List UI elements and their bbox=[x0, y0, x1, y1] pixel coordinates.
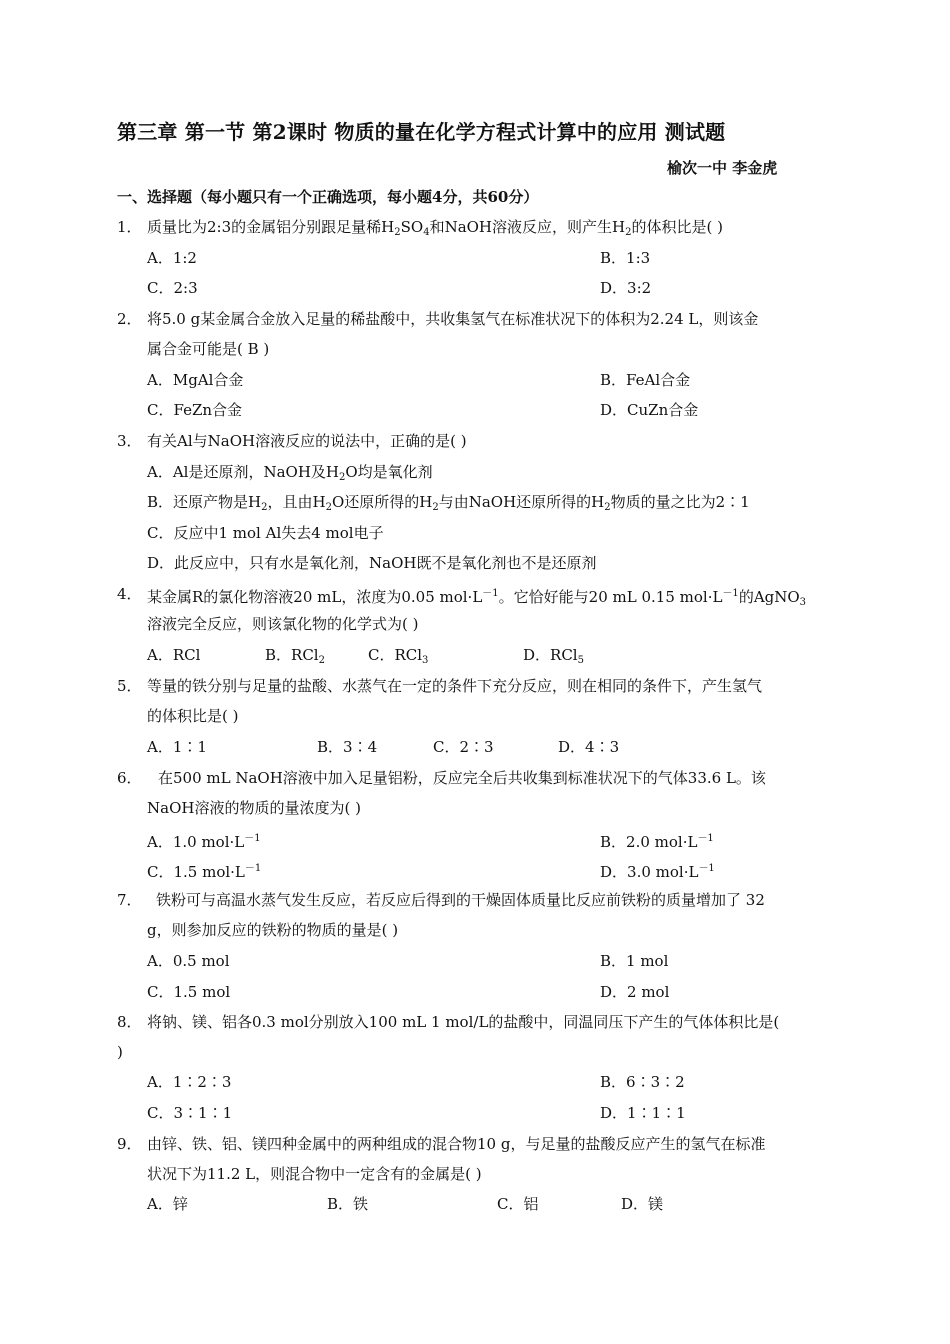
question-4-option-a: A．RCl bbox=[147, 646, 201, 664]
question-7-number: 7． bbox=[117, 891, 142, 909]
question-1-stem: 质量比为2:3的金属铝分别跟足量稀$H_2SO_4$和NaOH溶液反应，则产生$H_2$的体积比是( ) bbox=[147, 218, 723, 238]
question-7-option-c: C．1.5 mol bbox=[147, 983, 231, 1001]
question-3-option-a: A．Al是还原剂，NaOH及$H_2O$均是氧化剂 bbox=[147, 463, 433, 483]
section-heading: 一、选择题（每小题只有一个正确选项，每小题4分，共60分） bbox=[117, 188, 539, 206]
question-4-option-b: B．RCl$_2$ bbox=[265, 646, 325, 666]
question-3-option-d: D．此反应中，只有水是氧化剂，NaOH既不是氧化剂也不是还原剂 bbox=[147, 554, 597, 572]
question-6-option-a: A．1.0 $mol\cdot L^{-1}$ bbox=[147, 833, 261, 851]
question-5-stem-line-1: 等量的铁分别与足量的盐酸、水蒸气在一定的条件下充分反应，则在相同的条件下，产生氢气 bbox=[147, 677, 763, 695]
question-6-option-b: B．2.0 $mol\cdot L^{-1}$ bbox=[600, 833, 714, 851]
question-6-stem-line-2: NaOH溶液的物质的量浓度为( ) bbox=[147, 799, 361, 817]
question-6-option-d: D．3.0 $mol\cdot L^{-1}$ bbox=[600, 863, 715, 881]
question-8-stem-line-2: ) bbox=[117, 1043, 123, 1061]
question-1-option-a: A．1:2 bbox=[147, 249, 197, 267]
question-6-number: 6． bbox=[117, 769, 142, 787]
question-2-option-c: C．FeZn合金 bbox=[147, 401, 243, 419]
question-7-option-d: D．2 mol bbox=[600, 983, 670, 1001]
question-1-option-b: B．1:3 bbox=[600, 249, 651, 267]
question-1-number: 1． bbox=[117, 218, 142, 236]
question-4-option-c: C．RCl$_3$ bbox=[368, 646, 429, 666]
question-3-option-b: B．还原产物是$H_2$，且由$H_2O$还原所得的$H_2$与由NaOH还原所得的$H_2$物质的量之比为2∶1 bbox=[147, 493, 750, 513]
question-8-option-c: C．3∶1∶1 bbox=[147, 1104, 233, 1122]
question-7-option-a: A．0.5 mol bbox=[147, 952, 230, 970]
question-9-option-d: D．镁 bbox=[621, 1195, 664, 1213]
question-1-option-d: D．3:2 bbox=[600, 279, 652, 297]
question-8-option-d: D．1∶1∶1 bbox=[600, 1104, 686, 1122]
question-3-number: 3． bbox=[117, 432, 142, 450]
question-7-option-b: B．1 mol bbox=[600, 952, 669, 970]
question-9-stem-line-2: 状况下为11.2 L，则混合物中一定含有的金属是( ) bbox=[147, 1165, 482, 1183]
question-6-option-c: C．1.5 $mol\cdot L^{-1}$ bbox=[147, 863, 262, 881]
question-4-stem-line-2: 溶液完全反应，则该氯化物的化学式为( ) bbox=[147, 615, 419, 633]
question-6-stem-line-1: 在500 mL NaOH溶液中加入足量铝粉，反应完全后共收集到标准状况下的气体33.6 L。该 bbox=[158, 769, 766, 787]
question-9-option-c: C．铝 bbox=[497, 1195, 539, 1213]
question-2-option-a: A．MgAl合金 bbox=[147, 371, 244, 389]
question-9-option-a: A．锌 bbox=[147, 1195, 188, 1213]
question-4-stem-line-1: 某金属R的氯化物溶液20 mL，浓度为0.05 $mol\cdot L^{-1}$。它恰好能与20 mL 0.15 $mol\cdot L^{-1}$的AgNO$_3$ bbox=[147, 588, 807, 608]
question-7-stem-line-1: 铁粉可与高温水蒸气发生反应，若反应后得到的干燥固体质量比反应前铁粉的质量增加了 32 bbox=[156, 891, 765, 909]
author-line: 榆次一中 李金虎 bbox=[667, 159, 778, 177]
question-5-option-b: B．3∶4 bbox=[317, 738, 378, 756]
question-9-option-b: B．铁 bbox=[327, 1195, 369, 1213]
question-7-stem-line-2: g，则参加反应的铁粉的物质的量是( ) bbox=[147, 921, 399, 939]
question-3-stem: 有关Al与NaOH溶液反应的说法中，正确的是( ) bbox=[147, 432, 467, 450]
question-9-number: 9． bbox=[117, 1135, 142, 1153]
page-title: 第三章 第一节 第2课时 物质的量在化学方程式计算中的应用 测试题 bbox=[117, 120, 726, 144]
question-4-number: 4． bbox=[117, 585, 142, 603]
question-2-number: 2． bbox=[117, 310, 142, 328]
question-5-number: 5． bbox=[117, 677, 142, 695]
question-8-option-a: A．1∶2∶3 bbox=[147, 1073, 232, 1091]
question-2-stem-line-1: 将5.0 g某金属合金放入足量的稀盐酸中，共收集氢气在标准状况下的体积为2.24 L，则该金 bbox=[147, 310, 759, 328]
question-9-stem-line-1: 由锌、铁、铝、镁四种金属中的两种组成的混合物10 g，与足量的盐酸反应产生的氢气在标准 bbox=[147, 1135, 766, 1153]
question-5-option-c: C．2∶3 bbox=[433, 738, 494, 756]
question-5-option-a: A．1∶1 bbox=[147, 738, 207, 756]
question-2-option-b: B．FeAl合金 bbox=[600, 371, 691, 389]
question-8-stem-line-1: 将钠、镁、铝各0.3 mol分别放入100 mL 1 mol/L的盐酸中，同温同压下产生的气体体积比是( bbox=[147, 1013, 780, 1031]
question-5-option-d: D．4∶3 bbox=[558, 738, 620, 756]
question-3-option-c: C．反应中1 mol Al失去4 mol电子 bbox=[147, 524, 384, 542]
question-2-option-d: D．CuZn合金 bbox=[600, 401, 699, 419]
question-5-stem-line-2: 的体积比是( ) bbox=[147, 707, 239, 725]
question-1-option-c: C．2:3 bbox=[147, 279, 198, 297]
question-4-option-d: D．RCl$_5$ bbox=[523, 646, 584, 666]
question-8-option-b: B．6∶3∶2 bbox=[600, 1073, 685, 1091]
question-8-number: 8． bbox=[117, 1013, 142, 1031]
question-2-stem-line-2: 属合金可能是( B ) bbox=[147, 340, 270, 358]
